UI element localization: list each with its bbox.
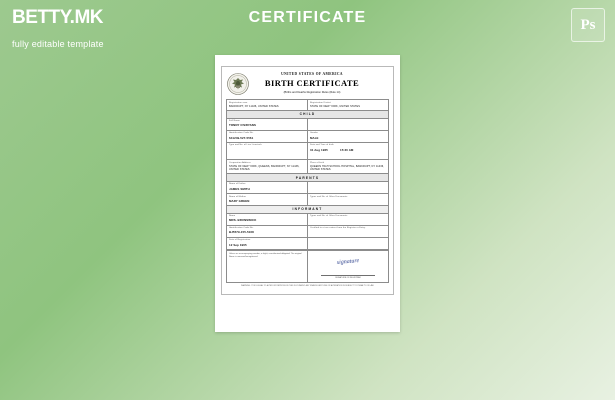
informant-id-value: BJ5579-155-5168: [229, 230, 254, 235]
parents-documents-cell: [308, 194, 388, 205]
child-id-row: [227, 131, 388, 143]
child-birth-row: [227, 143, 388, 160]
child-section-band: CHILD: [227, 111, 388, 118]
mother-row: [227, 194, 388, 206]
registrar-signature-cell: [308, 251, 388, 282]
registration-district-cell: [308, 100, 388, 110]
birth-certificate-document: [221, 66, 394, 295]
child-spacer-cell: [308, 119, 388, 130]
child-fullname-value: TONNY O'BRYANS: [229, 123, 256, 128]
registration-area-label: Registration area: [229, 101, 248, 104]
father-name-value: JAMES SMITH: [229, 186, 250, 191]
registration-district-value: STATE OF NEW YORK, UNITED STATES: [310, 104, 361, 108]
registration-area-value: BANKRUPT, NY 11436, UNITED STATES: [229, 104, 279, 108]
certificate-heading-text: [249, 72, 389, 94]
page-title: CERTIFICATE: [248, 9, 367, 26]
child-place-value: QUEENS HIGH SCHOOL HOSPITAL, BANKRUPT, NY 11436, UNITED STATES: [310, 165, 385, 172]
certificate-title: BIRTH CERTIFICATE: [264, 78, 360, 88]
child-fullname-label: Full Name: [229, 120, 240, 123]
informant-certnote-cell: [308, 226, 388, 237]
informant-certnote-text: Certified to a true extract from the Register or Entry.: [310, 227, 366, 230]
registration-district-label: Registration District: [310, 101, 332, 104]
father-name-cell: [227, 182, 308, 193]
child-id-value: 641249-527-5561: [229, 135, 254, 140]
child-birthdate-cell: [308, 143, 388, 159]
mother-name-value: MARY GREEN: [229, 198, 250, 203]
child-birthdate-value: 31 Aug 1965: [310, 147, 328, 152]
registration-date-row: [227, 238, 388, 250]
parents-documents-label: Types and No. of Other Documents: [310, 195, 348, 198]
informant-section-band: INFORMANT: [227, 206, 388, 213]
father-row: [227, 182, 388, 194]
country-line: UNITED STATES OF AMERICA: [281, 72, 343, 76]
child-corporation-value: STATE OF NEW YORK, QUEENS, BANKRUPT, NY 11436, UNITED STATES: [229, 165, 300, 172]
informant-id-label: Identification Code No.: [229, 227, 254, 230]
registration-date-value: 12 Sep 1965: [229, 242, 247, 247]
registration-date-cell: [227, 238, 308, 249]
brand-tagline: fully editable template: [12, 39, 104, 49]
footer-left-note: Unless an accompanying number, a slight, unauthorised obligated. The original Name is removed/unregistered.: [229, 253, 302, 259]
certificate-header: [222, 67, 393, 97]
signature-block: [227, 250, 388, 282]
mother-name-label: Name of Mother: [229, 195, 247, 198]
registration-date-spacer-cell: [308, 238, 388, 249]
informant-name-cell: [227, 214, 308, 225]
child-address-row: [227, 160, 388, 174]
footer-note-cell: [227, 251, 308, 282]
child-name-row: [227, 119, 388, 131]
child-place-cell: [308, 160, 388, 173]
father-name-label: Name of Father: [229, 183, 246, 186]
registration-date-label: Date of Registration: [229, 239, 251, 242]
child-birthtype-label: Type and No. of Live Livestock: [229, 144, 262, 147]
informant-id-row: [227, 226, 388, 238]
informant-name-row: [227, 214, 388, 226]
informant-id-cell: [227, 226, 308, 237]
brand-name: BETTY.MK: [12, 7, 103, 28]
signature-mark: signature: [336, 258, 360, 266]
informant-documents-label: Types and No. of Other Documents: [310, 215, 348, 218]
informant-name-value: MRS. BRUNSWICK: [229, 218, 257, 223]
child-place-label: Place of birth: [310, 161, 325, 164]
informant-documents-cell: [308, 214, 388, 225]
registration-area-cell: [227, 100, 308, 110]
child-gender-cell: [308, 131, 388, 142]
child-id-cell: [227, 131, 308, 142]
child-fullname-cell: [227, 119, 308, 130]
child-birthtime-value: 15:30 AM: [340, 148, 354, 153]
child-gender-value: MALE: [310, 135, 319, 140]
child-corporation-label: Corporation Address: [229, 161, 251, 164]
signature-line: [321, 275, 374, 276]
registration-row: [227, 100, 388, 111]
signature-caption: SIGNATURE OF REGISTRAR: [335, 277, 361, 280]
mother-name-cell: [227, 194, 308, 205]
parents-section-band: PARENTS: [227, 174, 388, 181]
child-id-label: Identification Code No.: [229, 132, 254, 135]
child-birthtype-cell: [227, 143, 308, 159]
child-gender-label: Gender: [310, 132, 318, 135]
certificate-subtitle: (Births and Deaths Registration Rules (Rule 14): [283, 90, 341, 94]
child-birthdate-label: Date and Time of birth: [310, 144, 334, 147]
eagle-seal-icon: [227, 73, 249, 95]
document-warning: WARNING: IT IS ILLEGAL TO ALTER OR REPRODUCE THIS DOCUMENT. ANY FRAUDULENT USE OR ALTERATION IS SUBJECT TO PENALTY OF LAW.: [240, 284, 375, 287]
informant-name-label: Name: [229, 215, 236, 218]
parents-spacer-cell: [308, 182, 388, 193]
certificate-table: [226, 99, 389, 283]
child-corporation-cell: [227, 160, 308, 173]
photoshop-icon: Ps: [571, 8, 605, 42]
